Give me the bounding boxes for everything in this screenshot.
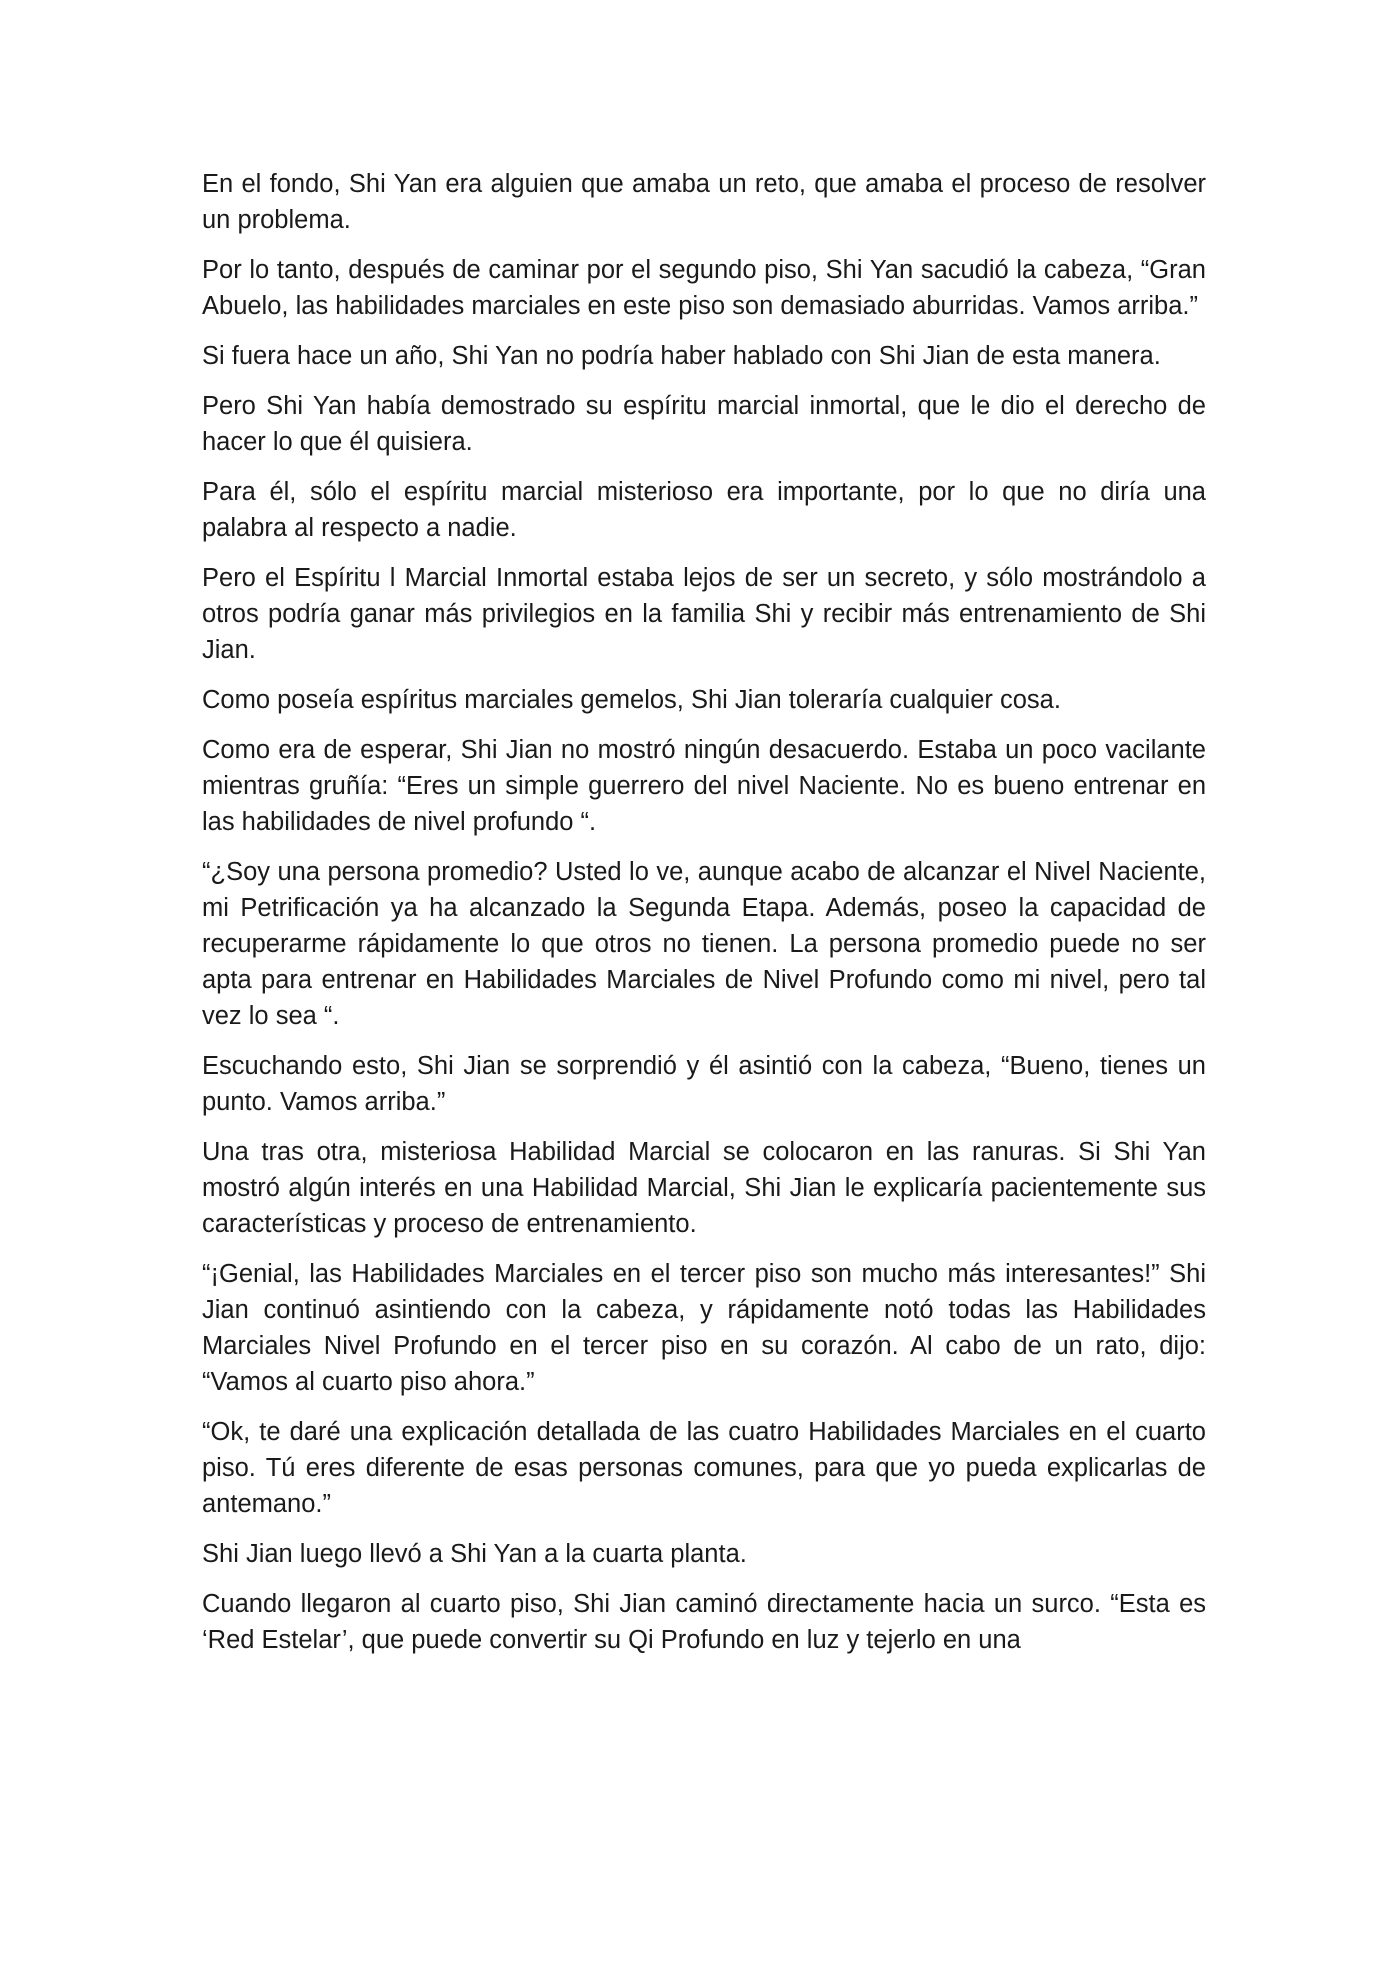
paragraph: “¿Soy una persona promedio? Usted lo ve, aunque acabo de alcanzar el Nivel Naciente, mi Petrificación ya ha alcanzado la Segunda Etapa. Además, poseo la capacidad de recuperarme rápidamente lo que otros no tienen. La persona promedio puede no ser apta para entrenar en Habilidades Marciales de Nivel Profundo como mi nivel, pero tal vez lo sea “. [202,858,1206,1030]
body-text [202,166,1206,1658]
paragraph: Si fuera hace un año, Shi Yan no podría haber hablado con Shi Jian de esta manera. [202,342,1161,370]
paragraph: Por lo tanto, después de caminar por el segundo piso, Shi Yan sacudió la cabeza, “Gran Abuelo, las habilidades marciales en este piso son demasiado aburridas. Vamos arriba.” [202,256,1206,320]
paragraph: Shi Jian luego llevó a Shi Yan a la cuarta planta. [202,1540,747,1568]
paragraph: Cuando llegaron al cuarto piso, Shi Jian caminó directamente hacia un surco. “Esta es ‘Red Estelar’, que puede convertir su Qi Profundo en luz y tejerlo en una [202,1590,1206,1654]
paragraph: Pero el Espíritu l Marcial Inmortal estaba lejos de ser un secreto, y sólo mostrándolo a otros podría ganar más privilegios en la familia Shi y recibir más entrenamiento de Shi Jian. [202,564,1206,664]
paragraph: Como era de esperar, Shi Jian no mostró ningún desacuerdo. Estaba un poco vacilante mientras gruñía: “Eres un simple guerrero del nivel Naciente. No es bueno entrenar en las habilidades de nivel profundo “. [202,736,1206,836]
paragraph: Escuchando esto, Shi Jian se sorprendió y él asintió con la cabeza, “Bueno, tienes un punto. Vamos arriba.” [202,1052,1206,1116]
paragraph: “¡Genial, las Habilidades Marciales en el tercer piso son mucho más interesantes!” Shi Jian continuó asintiendo con la cabeza, y rápidamente notó todas las Habilidades Marciales Nivel Profundo en el tercer piso en su corazón. Al cabo de un rato, dijo: “Vamos al cuarto piso ahora.” [202,1260,1206,1396]
paragraph: Como poseía espíritus marciales gemelos, Shi Jian toleraría cualquier cosa. [202,686,1061,714]
paragraph: En el fondo, Shi Yan era alguien que amaba un reto, que amaba el proceso de resolver un problema. [202,170,1206,234]
paragraph: “Ok, te daré una explicación detallada de las cuatro Habilidades Marciales en el cuarto piso. Tú eres diferente de esas personas comunes, para que yo pueda explicarlas de antemano.” [202,1418,1206,1518]
paragraph: Una tras otra, misteriosa Habilidad Marcial se colocaron en las ranuras. Si Shi Yan mostró algún interés en una Habilidad Marcial, Shi Jian le explicaría pacientemente sus características y proceso de entrenamiento. [202,1138,1206,1238]
paragraph: Para él, sólo el espíritu marcial misterioso era importante, por lo que no diría una palabra al respecto a nadie. [202,478,1206,542]
paragraph: Pero Shi Yan había demostrado su espíritu marcial inmortal, que le dio el derecho de hacer lo que él quisiera. [202,392,1206,456]
